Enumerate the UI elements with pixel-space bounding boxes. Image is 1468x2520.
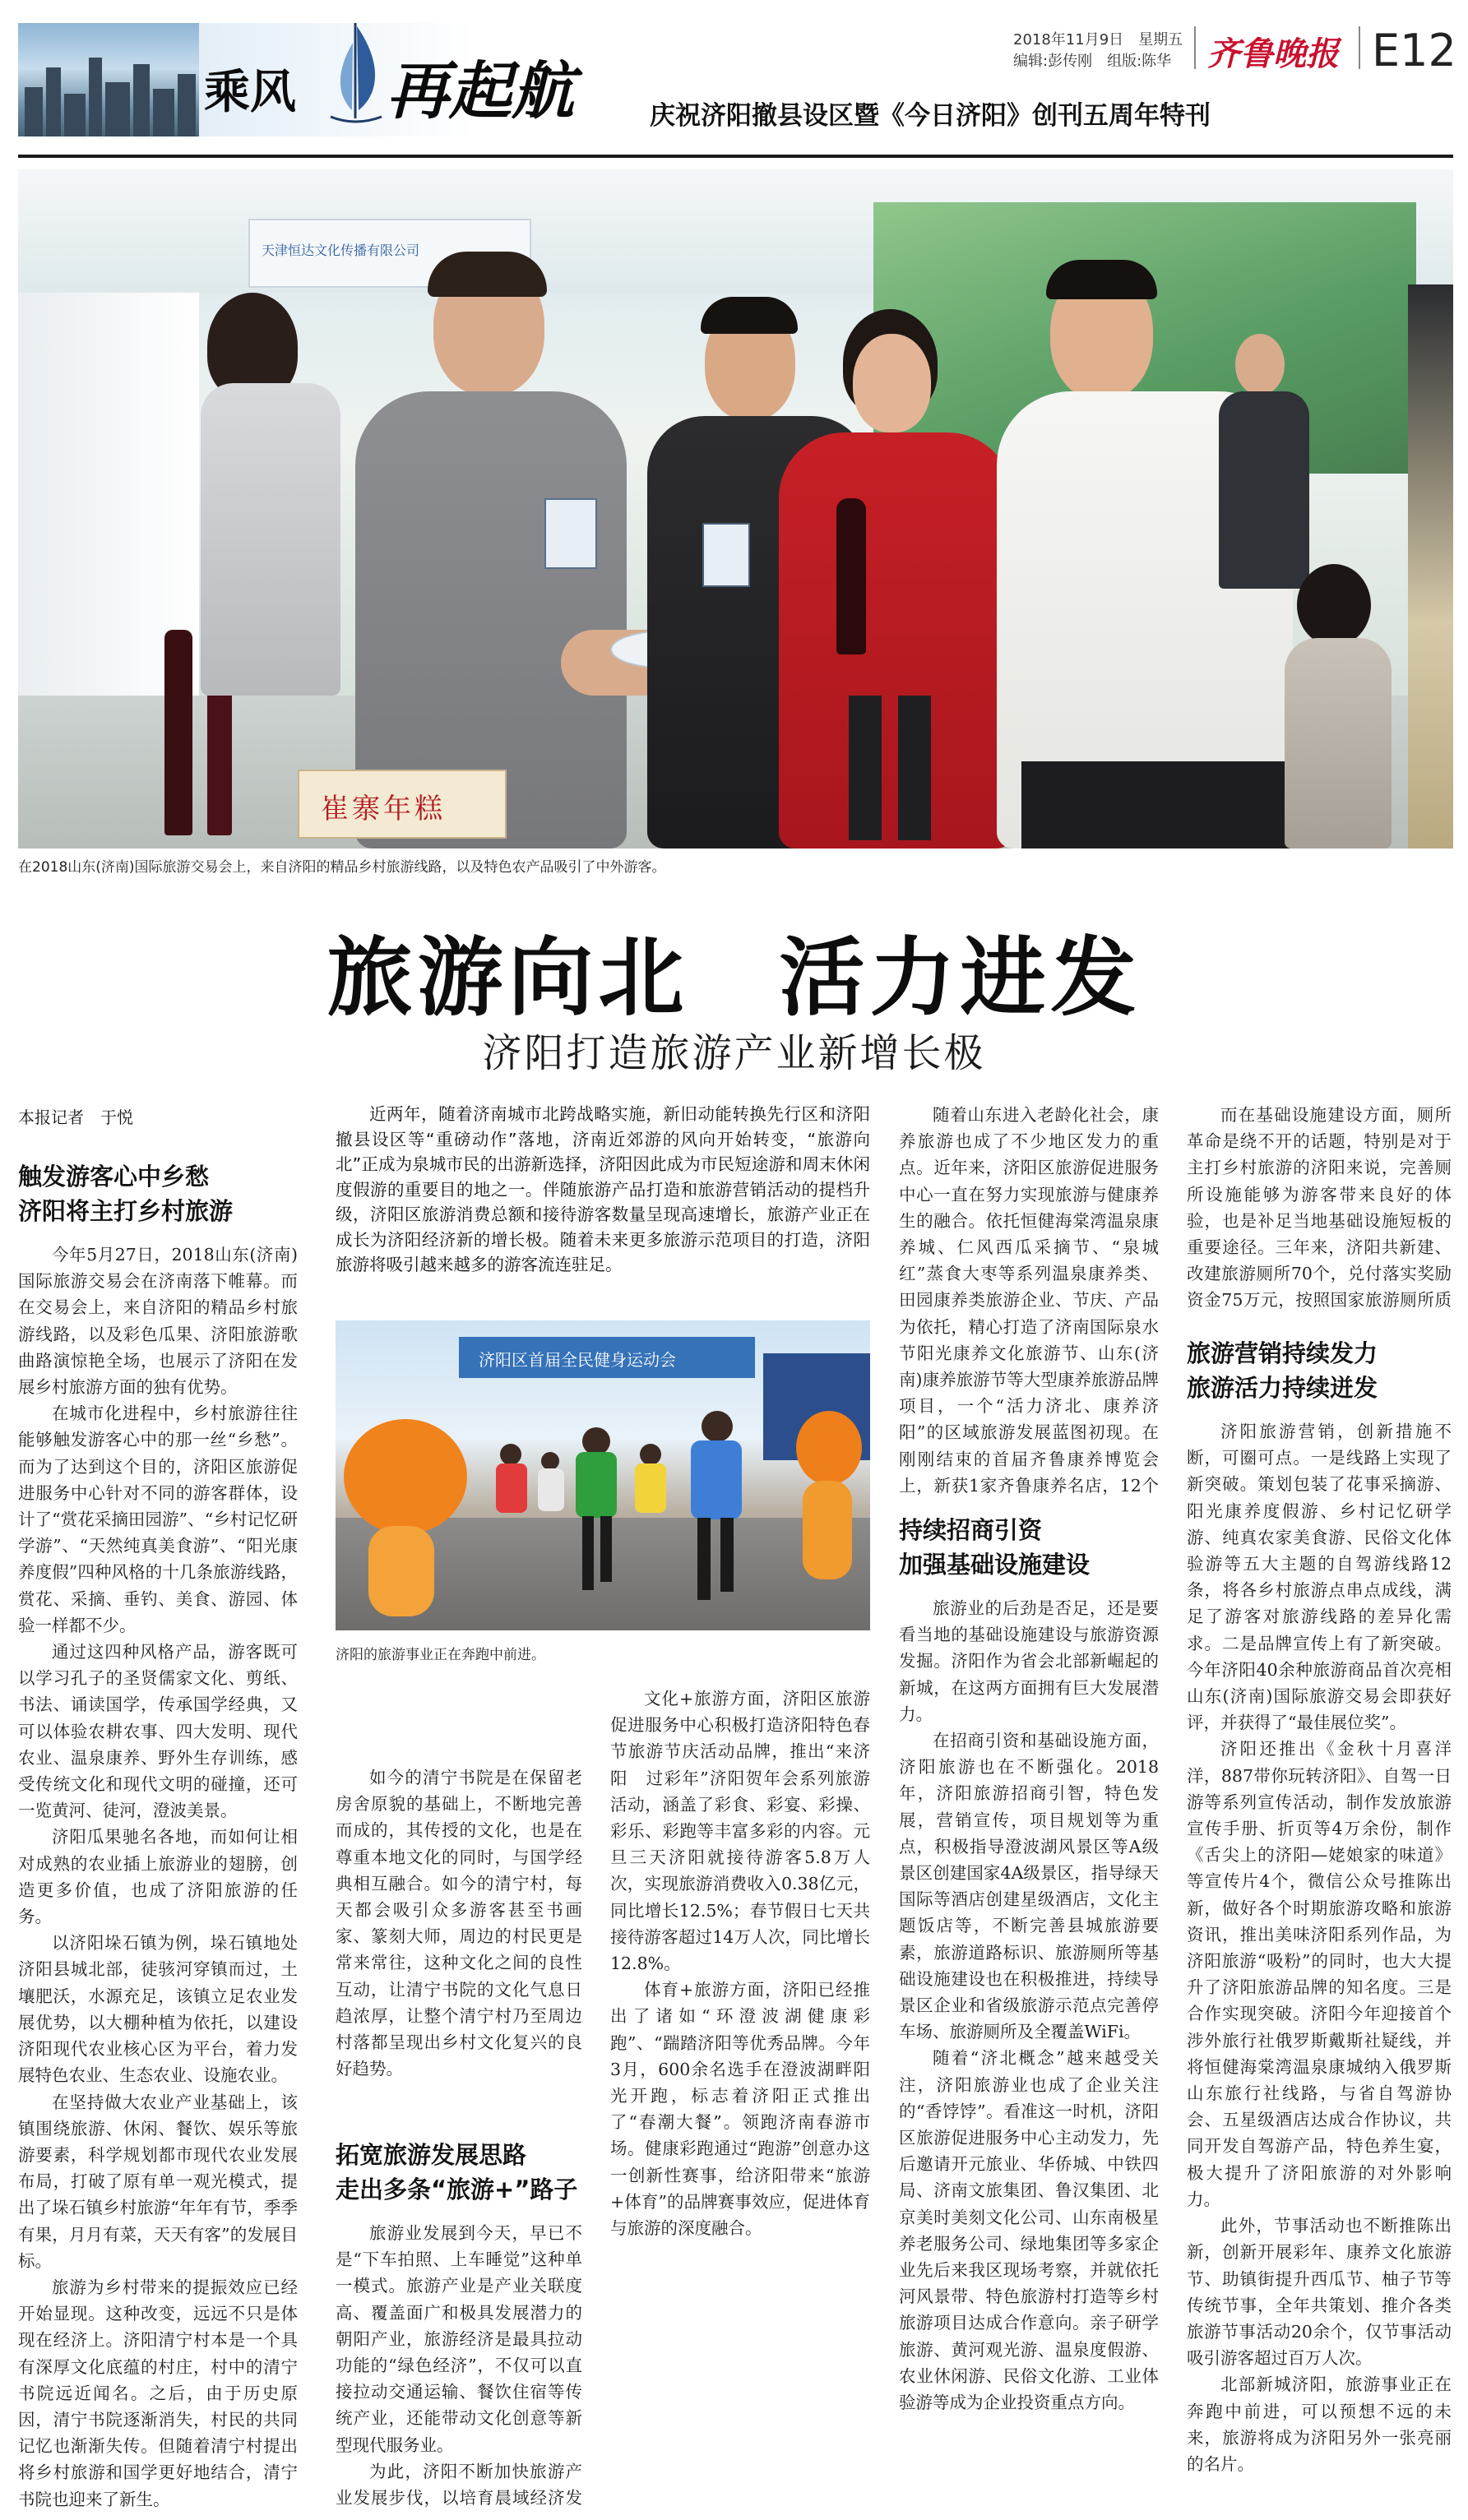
section-heading-rural-tourism: 触发游客心中乡愁 济阳将主打乡村旅游 [18,1163,234,1225]
column-1: 今年5月27日，2018山东(济南)国际旅游交易会在济南落下帷幕。而在交易会上，来自济阳的精品乡村旅游线路，以及彩色瓜果、济阳旅游歌曲路演惊艳全场，也展示了济阳在发展乡村旅游方面的独有优势。 在城市化进程中，乡村旅游往往能够触发游客心中的那一丝“乡愁”。而为了达到这个目的，济阳区旅游促进服务中心针对不同的游客群体，设计了“赏花采摘田园游”、“乡村记忆研学游”、“天然纯真美食游”、“阳光康养度假”四种风格的十几条旅游线路，赏花、采摘、垂钓、美食、游园、体验一样都不少。 通过这四种风格产品，游客既可以学习孔子的圣贤儒家文化、剪纸、书法、诵读国学，传承国学经典，又可以体验农耕农事、四大发明、现代农业、温泉康养、野外生存训练，感受传统文化和现代文明的碰撞，还可一览黄河、徒河，澄波美景。 济阳瓜果驰名各地，而如何让相对成熟的农业插上旅游业的翅膀，创造更多价值，也成了济阳旅游的任务。 以济阳垛石镇为例，垛石镇地处济阳县城北部，徒骇河穿镇而过，土壤肥沃，水源充足，该镇立足农业发展优势，以大棚种植为依托，以建设济阳现代农业核心区为平台，着力发展特色农业、生态农业、设施农业。 在坚持做大农业产业基础上，该镇围绕旅游、休闲、餐饮、娱乐等旅游要素，科学规划都市现代农业发展布局，打破了原有单一观光模式，提出了垛石镇乡村旅游“年年有节，季季有果，月月有菜，天天有客”的发展目标。 旅游为乡村带来的提振效应已经开始显现。这种改变，远远不只是体现在经济上。济阳清宁村本是一个具有深厚文化底蕴的村庄，村中的清宁书院远近闻名。之后，由于历史原因，清宁书院逐渐消失，村民的共同记忆也渐渐失传。但随着清宁村提出将乡村旅游和国学更好地结合，清宁书院也迎来了新生。 [18,1245,298,2509]
special-issue-title: 庆祝济阳撤县设区暨《今日济阳》创刊五周年特刊 [650,101,1211,131]
city-skyline-image [18,23,199,136]
section-heading-investment: 持续招商引资 加强基础设施建设 [899,1516,1091,1579]
header-separator [1359,26,1360,69]
header-separator [1194,26,1196,69]
column-3: 文化+旅游方面，济阳区旅游促进服务中心积极打造济阳特色春节旅游节庆活动品牌，推出“来济阳 过彩年”济阳贺年会系列旅游活动，涵盖了彩食、彩宴、彩操、彩乐、彩跑等丰富多彩的内容。元旦三天济阳就接待游客5.8万人次，实现旅游消费收入0.38亿元，同比增长12.5%；春节假日七天共接待游客超过14万人次，同比增长12.8%。 体育+旅游方面，济阳已经推出了诸如“环澄波湖健康彩跑”、“踹踏济阳等优秀品牌。今年3月，600余名选手在澄波湖畔阳光开跑，标志着济阳正式推出了“春潮大餐”。领跑济南春游市场。健康彩跑通过“跑游”创意办这一创新性赛事，给济阳带来“旅游+体育”的品牌赛事效应，促进体育与旅游的深度融合。 [610,1689,870,2239]
sailboat-icon [322,23,388,133]
lead-paragraph: 近两年，随着济南城市北跨战略实施，新旧动能转换先行区和济阳撤县设区等“重磅动作”落地，济南近郊游的风向开始转变，“旅游向北”正成为泉城市民的出游新选择，济阳因此成为市民短途游和周末休闲度假游的重要目的地之一。伴随旅游产品打造和旅游营销活动的提档升级，济阳区旅游消费总额和接待游客数量呈现高速增长，旅游产业正在成长为济阳经济新的增长极。随着未来更多旅游示范项目的打造，济阳旅游将吸引越来越多的游客流连驻足。 [336,1104,870,1274]
subheadline: 济阳打造旅游产业新增长极 [482,1030,986,1076]
inline-photo-caption: 济阳的旅游事业正在奔跑中前进。 [336,1647,545,1663]
slogan-left: 乘风 [204,65,296,119]
headline: 旅游向北 活力进发 [326,927,1142,1028]
section-heading-marketing: 旅游营销持续发力 旅游活力持续迸发 [1187,1339,1378,1402]
event-banner: 济阳区首届全民健身运动会 [459,1337,755,1378]
column-5-upper: 而在基础设施建设方面，厕所革命是绕不开的话题，特别是对于主打乡村旅游的济阳来说，完善厕所设施能够为游客带来良好的体验，也是补足当地基础设施短板的重要途径。三年来，济阳共新建、改建旅游厕所70个，兑付落实奖励资金75万元，按照国家旅游厕所质 [1187,1105,1452,1311]
section-heading-tourism-plus: 拓宽旅游发展思路 走出多条“旅游+”路子 [336,2141,578,2203]
column-4-upper: 随着山东进入老龄化社会，康养旅游也成了不少地区发力的重点。近年来，济阳区旅游促进服务中心一直在努力实现旅游与健康养生的融合。依托恒健海棠湾温泉康养城、仁风西瓜采摘节、“泉城红”蒸食大枣等系列温泉康养类、田园康养类旅游企业、节庆、产品为依托，精心打造了济南国际泉水节阳光康养文化旅游节、山东(济南)康养旅游节等大型康养旅游品牌项目，一个“活力济北、康养济阳”的区域旅游发展蓝图初现。在刚刚结束的首届齐鲁康养博览会上，新获1家齐鲁康养名店，12个 [899,1105,1159,1496]
header-rule [18,155,1453,158]
column-5-lower: 济阳旅游营销，创新措施不断，可圈可点。一是线路上实现了新突破。策划包装了花事采摘游、阳光康养度假游、乡村记忆研学游、纯真农家美食游、民俗文化体验游等五大主题的自驾游线路12条，将各乡村旅游点串点成线，满足了游客对旅游线路的差异化需求。二是品牌宣传上有了新突破。今年济阳40余种旅游商品首次亮相山东(济南)国际旅游交易会即获好评，并获得了“最佳展位奖”。 济阳还推出《金秋十月喜洋洋，887带你玩转济阳》、自驾一日游等系列宣传活动，制作发放旅游宣传手册、折页等4万余份，制作《舌尖上的济阳—姥娘家的味道》等宣传片4个，微信公众号推陈出新，做好各个时期旅游攻略和旅游资讯，推出美味济阳系列作品，为济阳旅游“吸粉”的同时，也大大提升了济阳旅游品牌的知名度。三是合作实现突破。济阳今年迎接首个涉外旅行社俄罗斯戴斯社疑线，并将恒健海棠湾温泉康城纳入俄罗斯山东旅行社线路，与省自驾游协会、五星级酒店达成合作协议，共同开发自驾游产品，特色养生宴，极大提升了济阳旅游的对外影响力。 此外，节事活动也不断推陈出新，创新开展彩年、康养文化旅游节、助镇街提升西瓜节、柚子节等传统节事，全年共策划、推介各类旅游节事活动20余个，仅节事活动吸引游客超过百万人次。 北部新城济阳，旅游事业正在奔跑中前进，可以预想不远的未来，旅游将成为济阳另外一张亮丽的名片。 [1187,1422,1452,2474]
editor-credits: 编辑:彭传刚 组版:陈华 [1013,53,1172,70]
main-photo [18,169,1453,848]
column-4-lower: 旅游业的后劲是否足，还是要看当地的基础设施建设与旅游资源发掘。济阳作为省会北部新崛起的新城，在这两方面拥有巨大发展潜力。 在招商引资和基础设施方面，济阳旅游也在不断强化。2018年，济阳旅游招商引智，特色发展，营销宣传，项目规划等为重点，积极指导澄波湖风景区等A级景区创建国家4A级景区，指导绿天国际等酒店创建星级酒店，文化主题饭店等，不断完善县城旅游要素，旅游道路标识、旅游厕所等基础设施建设也在积极推进，持续导景区企业和省级旅游示范点完善停车场、旅游厕所及全覆盖WiFi。 随着“济北概念”越来越受关注，济阳旅游业也成了企业关注的“香饽饽”。看准这一时机，济阳区旅游促进服务中心主动发力，先后邀请开元旅业、华侨城、中铁四局、济南文旅集团、鲁汉集团、北京美时美刻文化公司、山东南极星养老服务公司、绿地集团等多家企业先后来我区现场考察，并就依托河风景带、特色旅游村打造等乡村旅游项目达成合作意向。亲子研学旅游、黄河观光游、温泉度假游、农业休闲游、民俗文化游、工业体验游等成为企业投资重点方向。 [899,1598,1159,2413]
issue-date: 2018年11月9日 星期五 [1013,31,1183,49]
wine-bottle [836,498,866,654]
badge [544,498,597,569]
page-number: E12 [1372,25,1456,76]
column-2-text: 如今的清宁书院是在保留老房舍原貌的基础上，不断地完善而成的，其传授的文化，也是在尊重本地文化的同时，与国学经典相互融合。如今的清宁村，每天都会吸引众多游客甚至书画家、篆刻大师，周边的村民更是常来常往，这种文化之间的良性互动，让清宁书院的文化气息日趋浓厚，让整个清宁村乃至周边村落都呈现出乡村文化复兴的良好趋势。 [336,1768,582,2079]
product-sign: 崔寨年糕 [298,770,507,839]
main-photo-caption: 在2018山东(济南)国际旅游交易会上，来自济阳的精品乡村旅游线路，以及特色农产品吸引了中外游客。 [18,859,666,876]
page-header [0,0,1468,164]
newspaper-logo: 齐鲁晚报 [1207,35,1339,73]
slogan-right: 再起航 [387,54,574,127]
exhibition-banner: 天津恒达文化传播有限公司 [248,219,531,288]
byline: 本报记者 于悦 [18,1107,133,1127]
inline-photo-marathon [336,1320,870,1630]
column-2-lower: 旅游业发展到今天，早已不是“下车拍照、上车睡觉”这种单一模式。旅游产业是产业关联度高、覆盖面广和极具发展潜力的朝阳产业，旅游经济是最具拉动功能的“绿色经济”，不仅可以直接拉动交通运输、餐饮住宿等传统产业，还能带动文化创意等新型现代服务业。 为此，济阳不断加快旅游产业发展步伐，以培育晨域经济发 [336,2223,582,2508]
